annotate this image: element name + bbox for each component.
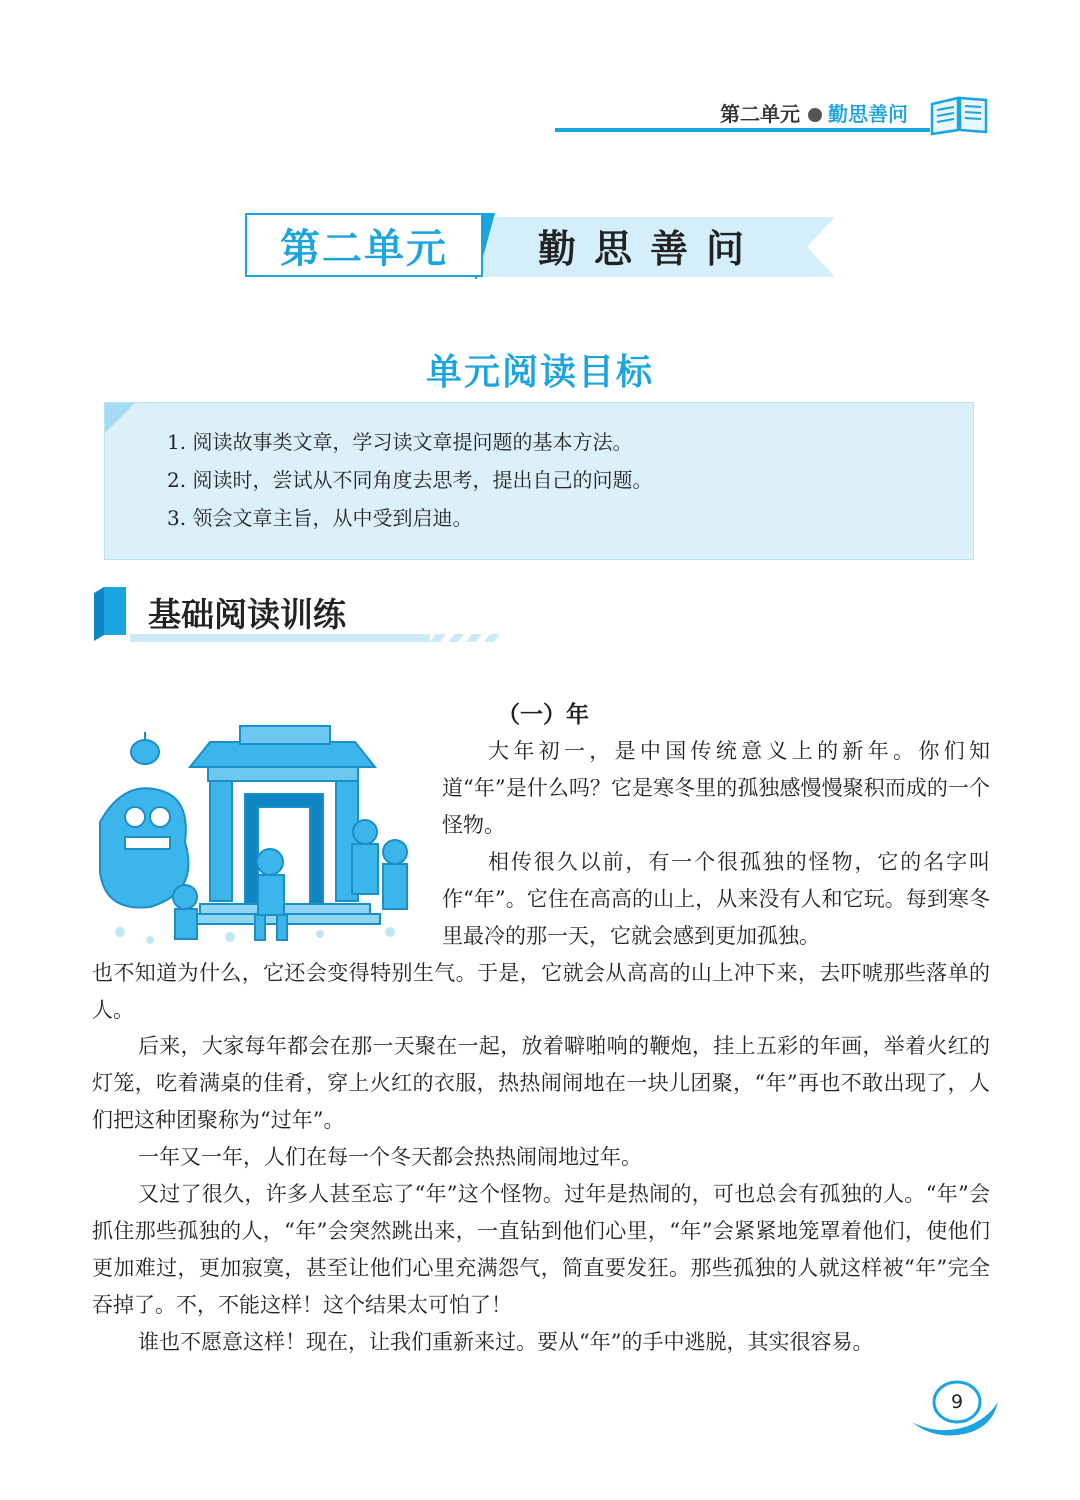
goal-item: 1. 阅读故事类文章，学习读文章提问题的基本方法。 xyxy=(167,430,633,454)
story-paragraph: 相传很久以前，有一个很孤独的怪物，它的名字叫作“年”。它住在高高的山上，从来没有人和它玩。每到寒冬里最冷的那一天，它就会感到更加孤独。 xyxy=(442,850,990,948)
bullet-dot-icon xyxy=(808,108,822,122)
story-paragraph: 一年又一年，人们在每一个冬天都会热热闹闹地过年。 xyxy=(138,1145,642,1169)
banner-theme-label: 勤思善问 xyxy=(537,225,762,271)
running-header-rule xyxy=(555,128,930,132)
running-header-theme: 勤思善问 xyxy=(828,102,908,126)
festival-illustration xyxy=(90,722,420,950)
banner-unit-box xyxy=(245,213,483,277)
story-paragraph: 又过了很久，许多人甚至忘了“年”这个怪物。过年是热闹的，可也总会有孤独的人。“年”会抓住那些孤独的人，“年”会突然跳出来，一直钻到他们心里，“年”会紧紧地笼罩着他们，使他们更加难过，更加寂寞，甚至让他们心里充满怨气，简直要发狂。那些孤独的人就这样被“年”完全吞掉了。不，不能这样！这个结果太可怕了！ xyxy=(92,1182,990,1317)
story-paragraph: 后来，大家每年都会在那一天聚在一起，放着噼啪响的鞭炮，挂上五彩的年画，举着火红的灯笼，吃着满桌的佳肴，穿上火红的衣服，热热闹闹地在一块儿团聚，“年”再也不敢出现了，人们把这种团聚称为“过年”。 xyxy=(92,1034,990,1132)
page-number-badge xyxy=(908,1378,1000,1436)
running-header-text xyxy=(720,98,908,127)
banner-unit-label: 第二单元 xyxy=(280,224,448,272)
goals-title: 单元阅读目标 xyxy=(425,352,654,393)
story-paragraph: 也不知道为什么，它还会变得特别生气。于是，它就会从高高的山上冲下来，去吓唬那些落单的人。 xyxy=(92,961,990,1022)
story-title: （一）年 xyxy=(497,701,589,728)
story-paragraph: 大年初一，是中国传统意义上的新年。你们知道“年”是什么吗？它是寒冬里的孤独感慢慢聚积而成的一个怪物。 xyxy=(442,739,990,837)
open-book-icon xyxy=(928,92,990,136)
section-title: 基础阅读训练 xyxy=(148,595,346,634)
section-underline xyxy=(130,634,510,642)
section-heading xyxy=(90,585,510,647)
unit-banner xyxy=(245,213,837,283)
story-paragraph: 谁也不愿意这样！现在，让我们重新来过。要从“年”的手中逃脱，其实很容易。 xyxy=(138,1330,874,1354)
goal-item: 2. 阅读时，尝试从不同角度去思考，提出自己的问题。 xyxy=(167,468,653,492)
running-header-unit: 第二单元 xyxy=(720,102,800,126)
goals-box xyxy=(104,402,974,560)
corner-stripes-decoration xyxy=(105,403,141,439)
page-number: 9 xyxy=(950,1391,964,1413)
goal-item: 3. 领会文章主旨，从中受到启迪。 xyxy=(167,506,473,530)
goals-list xyxy=(167,423,652,537)
running-header xyxy=(600,92,1000,142)
book-spine-icon xyxy=(90,585,128,641)
